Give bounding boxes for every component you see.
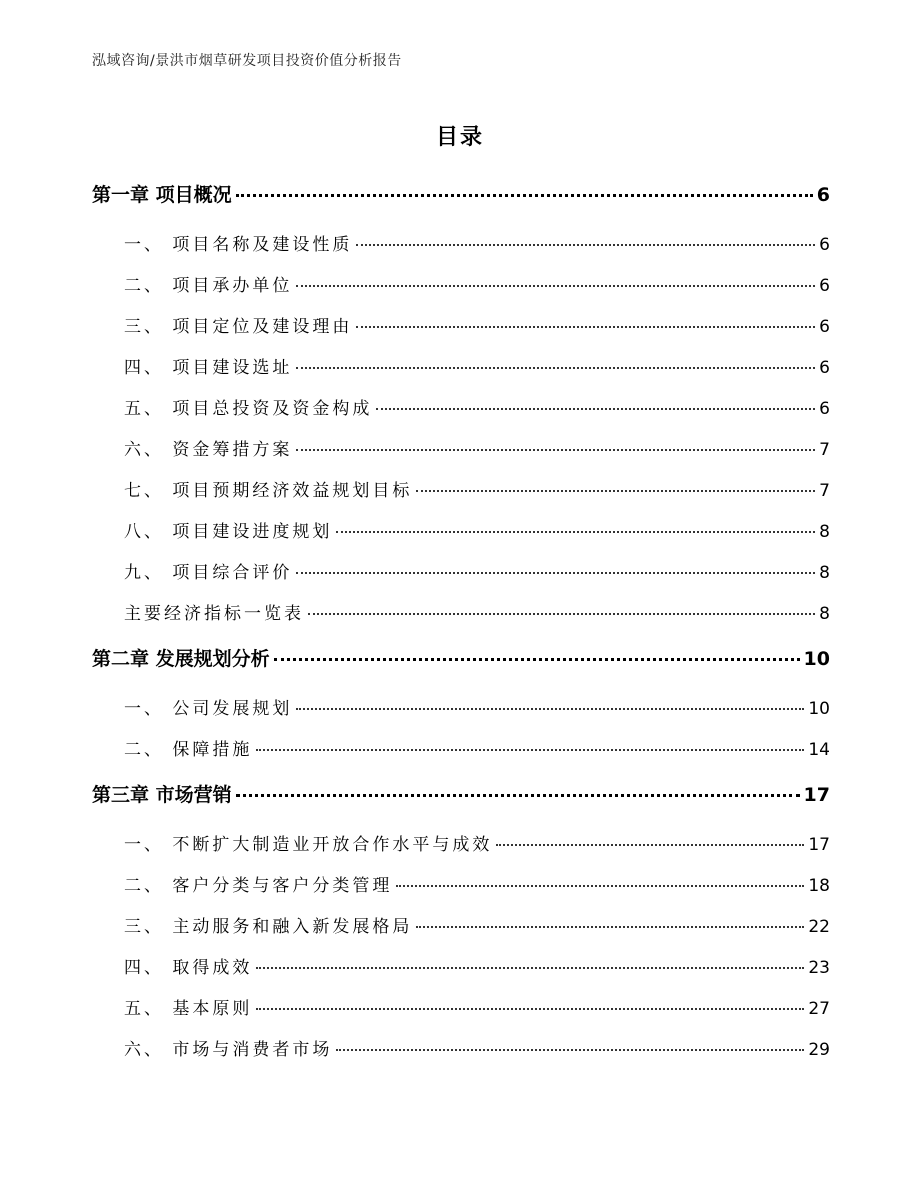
toc-section-label: 五、 基本原则 — [124, 999, 253, 1019]
toc-page-number: 17 — [803, 784, 830, 806]
toc-section-label: 一、 公司发展规划 — [124, 699, 293, 719]
toc-section[interactable] — [92, 599, 830, 640]
dot-leader — [308, 613, 815, 615]
toc-page-number: 17 — [808, 835, 830, 855]
toc-section[interactable] — [92, 953, 830, 994]
dot-leader — [416, 490, 815, 492]
toc-page-number: 27 — [808, 999, 830, 1019]
toc-page-number: 8 — [819, 522, 830, 542]
toc-page-number: 10 — [803, 648, 830, 670]
toc-page-number: 7 — [819, 440, 830, 460]
toc-section[interactable] — [92, 558, 830, 599]
toc-page-number: 23 — [808, 958, 830, 978]
dot-leader — [256, 967, 804, 969]
toc-section-label: 三、 项目定位及建设理由 — [124, 317, 353, 337]
toc-chapter[interactable] — [92, 644, 830, 686]
toc-section[interactable] — [92, 735, 830, 776]
toc-page-number: 6 — [816, 184, 830, 206]
toc-chapter-label: 第三章 市场营销 — [92, 784, 232, 806]
toc-page-number: 18 — [808, 876, 830, 896]
toc-page-number: 6 — [819, 276, 830, 296]
toc-chapter[interactable] — [92, 780, 830, 822]
toc-page-number: 6 — [819, 399, 830, 419]
dot-leader — [296, 708, 804, 710]
toc-page-number: 14 — [808, 740, 830, 760]
toc-section[interactable] — [92, 394, 830, 435]
toc-section-label: 二、 项目承办单位 — [124, 276, 293, 296]
toc-section-label: 一、 项目名称及建设性质 — [124, 235, 353, 255]
toc-page-number: 6 — [819, 235, 830, 255]
toc-section[interactable] — [92, 830, 830, 871]
toc-section-label: 主要经济指标一览表 — [124, 604, 304, 624]
toc-section[interactable] — [92, 476, 830, 517]
toc-page-number: 7 — [819, 481, 830, 501]
dot-leader — [296, 285, 815, 287]
toc-section[interactable] — [92, 994, 830, 1035]
toc-section-label: 二、 保障措施 — [124, 740, 253, 760]
toc-section[interactable] — [92, 230, 830, 271]
toc-section-label: 二、 客户分类与客户分类管理 — [124, 876, 393, 896]
toc-section[interactable] — [92, 312, 830, 353]
dot-leader — [336, 1049, 804, 1051]
toc-chapter[interactable] — [92, 180, 830, 222]
toc-section[interactable] — [92, 694, 830, 735]
toc-page-number: 6 — [819, 317, 830, 337]
toc-page-number: 6 — [819, 358, 830, 378]
dot-leader — [274, 658, 800, 661]
toc-section-label: 四、 取得成效 — [124, 958, 253, 978]
dot-leader — [376, 408, 815, 410]
toc-section[interactable] — [92, 353, 830, 394]
dot-leader — [356, 326, 815, 328]
toc-section-label: 五、 项目总投资及资金构成 — [124, 399, 373, 419]
toc-page-number: 8 — [819, 563, 830, 583]
toc-page-number: 10 — [808, 699, 830, 719]
toc-section-label: 七、 项目预期经济效益规划目标 — [124, 481, 413, 501]
dot-leader — [256, 749, 804, 751]
toc-title: 目录 — [435, 125, 484, 150]
toc-section[interactable] — [92, 435, 830, 476]
dot-leader — [296, 367, 815, 369]
dot-leader — [496, 844, 804, 846]
dot-leader — [336, 531, 815, 533]
toc-section-label: 六、 市场与消费者市场 — [124, 1040, 333, 1060]
toc-chapter-label: 第一章 项目概况 — [92, 184, 232, 206]
dot-leader — [236, 794, 800, 797]
dot-leader — [236, 194, 813, 197]
toc-section[interactable] — [92, 271, 830, 312]
toc-section-label: 一、 不断扩大制造业开放合作水平与成效 — [124, 835, 493, 855]
dot-leader — [416, 926, 804, 928]
dot-leader — [396, 885, 804, 887]
dot-leader — [356, 244, 815, 246]
table-of-contents — [92, 176, 830, 1076]
toc-section-label: 九、 项目综合评价 — [124, 563, 293, 583]
dot-leader — [256, 1008, 804, 1010]
toc-section-label: 三、 主动服务和融入新发展格局 — [124, 917, 413, 937]
toc-section[interactable] — [92, 912, 830, 953]
toc-page-number: 8 — [819, 604, 830, 624]
dot-leader — [296, 572, 815, 574]
toc-section[interactable] — [92, 1035, 830, 1076]
running-header: 泓域咨询/景洪市烟草研发项目投资价值分析报告 — [92, 53, 402, 69]
toc-section-label: 八、 项目建设进度规划 — [124, 522, 333, 542]
toc-section-label: 六、 资金筹措方案 — [124, 440, 293, 460]
toc-section-label: 四、 项目建设选址 — [124, 358, 293, 378]
toc-section[interactable] — [92, 871, 830, 912]
dot-leader — [296, 449, 815, 451]
toc-page-number: 22 — [808, 917, 830, 937]
toc-section[interactable] — [92, 517, 830, 558]
toc-chapter-label: 第二章 发展规划分析 — [92, 648, 270, 670]
toc-page-number: 29 — [808, 1040, 830, 1060]
